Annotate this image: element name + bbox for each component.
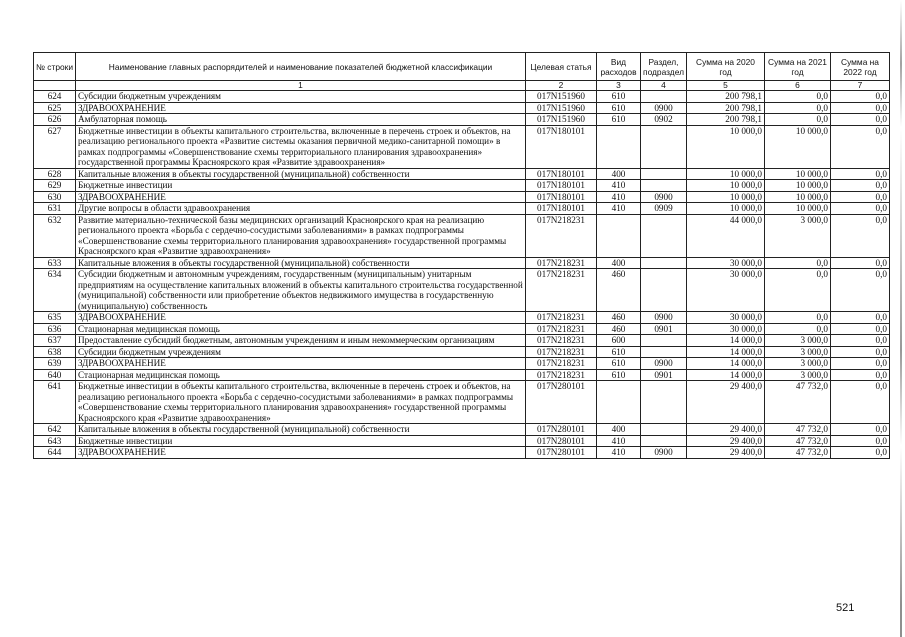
- cell-row-number: 627: [34, 125, 76, 168]
- cell-row-number: 632: [34, 214, 76, 257]
- cell-row-number: 630: [34, 191, 76, 203]
- cell-target-article: 017N180101: [526, 180, 597, 192]
- cell-name: Субсидии бюджетным учреждениям: [76, 91, 526, 103]
- cell-expense-type: 610: [597, 358, 641, 370]
- cell-sum-2021: 10 000,0: [765, 203, 831, 215]
- cell-name: ЗДРАВООХРАНЕНИЕ: [76, 358, 526, 370]
- cell-target-article: 017N218231: [526, 346, 597, 358]
- cell-sum-2020: 14 000,0: [687, 369, 765, 381]
- cell-sum-2022: 0,0: [831, 435, 890, 447]
- header-section: Раздел, подраздел: [641, 53, 687, 81]
- cell-section: [641, 424, 687, 436]
- cell-sum-2022: 0,0: [831, 323, 890, 335]
- scan-edge-mark: [900, 0, 902, 637]
- table-row: [34, 435, 890, 447]
- cell-expense-type: 610: [597, 369, 641, 381]
- cell-section: 0902: [641, 114, 687, 126]
- cell-section: [641, 435, 687, 447]
- cell-section: 0900: [641, 191, 687, 203]
- cell-target-article: 017N151960: [526, 91, 597, 103]
- cell-name: Бюджетные инвестиции: [76, 435, 526, 447]
- cell-name: Амбулаторная помощь: [76, 114, 526, 126]
- header-sum-2022: Сумма на 2022 год: [831, 53, 890, 81]
- cell-sum-2022: 0,0: [831, 91, 890, 103]
- cell-sum-2021: 47 732,0: [765, 435, 831, 447]
- cell-section: 0900: [641, 447, 687, 459]
- column-number: 2: [526, 81, 597, 91]
- cell-sum-2020: 10 000,0: [687, 180, 765, 192]
- table-row: [34, 257, 890, 269]
- cell-expense-type: 610: [597, 114, 641, 126]
- cell-sum-2021: 0,0: [765, 102, 831, 114]
- cell-sum-2022: 0,0: [831, 125, 890, 168]
- cell-expense-type: [597, 125, 641, 168]
- cell-section: 0901: [641, 369, 687, 381]
- column-number: 3: [597, 81, 641, 91]
- cell-target-article: 017N180101: [526, 203, 597, 215]
- budget-table: [33, 52, 890, 459]
- column-number: 1: [76, 81, 526, 91]
- cell-sum-2021: 3 000,0: [765, 358, 831, 370]
- cell-row-number: 641: [34, 381, 76, 424]
- cell-sum-2022: 0,0: [831, 269, 890, 312]
- cell-target-article: 017N180101: [526, 168, 597, 180]
- cell-target-article: 017N218231: [526, 312, 597, 324]
- cell-name: Бюджетные инвестиции в объекты капитального строительства, включенные в перечень строек и объектов, на реализацию регионального проекта «Борьба с сердечно-сосудистыми заболеваниями» в рамках подпрограммы «Совершенствование схемы территориального планирования здравоохранения» государственной программы Красноярского края «Развитие здравоохранения»: [76, 381, 526, 424]
- cell-sum-2021: 0,0: [765, 312, 831, 324]
- cell-name: Другие вопросы в области здравоохранения: [76, 203, 526, 215]
- cell-sum-2022: 0,0: [831, 168, 890, 180]
- cell-expense-type: 400: [597, 168, 641, 180]
- cell-expense-type: [597, 214, 641, 257]
- cell-section: [641, 168, 687, 180]
- cell-section: 0909: [641, 203, 687, 215]
- cell-name: Бюджетные инвестиции: [76, 180, 526, 192]
- cell-sum-2021: 47 732,0: [765, 424, 831, 436]
- table-row: [34, 91, 890, 103]
- cell-target-article: 017N151960: [526, 102, 597, 114]
- header-sum-2020: Сумма на 2020 год: [687, 53, 765, 81]
- cell-target-article: 017N218231: [526, 323, 597, 335]
- cell-sum-2020: 200 798,1: [687, 91, 765, 103]
- cell-section: [641, 91, 687, 103]
- cell-name: ЗДРАВООХРАНЕНИЕ: [76, 191, 526, 203]
- cell-expense-type: 460: [597, 269, 641, 312]
- cell-section: [641, 214, 687, 257]
- cell-name: Бюджетные инвестиции в объекты капитального строительства, включенные в перечень строек и объектов, на реализацию регионального проекта «Развитие системы оказания первичной медико-санитарной помощи» в рамках подпрограммы «Совершенствование схемы территориального планирования здравоохранения» государственной программы Красноярского края «Развитие здравоохранения»: [76, 125, 526, 168]
- table-row: [34, 335, 890, 347]
- cell-target-article: 017N218231: [526, 257, 597, 269]
- cell-target-article: 017N280101: [526, 424, 597, 436]
- cell-sum-2022: 0,0: [831, 424, 890, 436]
- cell-section: [641, 269, 687, 312]
- cell-expense-type: 410: [597, 191, 641, 203]
- column-number: 4: [641, 81, 687, 91]
- cell-section: [641, 381, 687, 424]
- cell-row-number: 643: [34, 435, 76, 447]
- cell-expense-type: 460: [597, 312, 641, 324]
- header-target-article: Целевая статья: [526, 53, 597, 81]
- cell-sum-2022: 0,0: [831, 312, 890, 324]
- cell-expense-type: 400: [597, 424, 641, 436]
- header-name: Наименование главных распорядителей и наименование показателей бюджетной классификации: [76, 53, 526, 81]
- cell-name: Предоставление субсидий бюджетным, автономным учреждениям и иным некоммерческим организациям: [76, 335, 526, 347]
- cell-sum-2022: 0,0: [831, 447, 890, 459]
- cell-name: Развитие материально-технической базы медицинских организаций Красноярского края на реализацию регионального проекта «Борьба с сердечно-сосудистыми заболеваниями» в рамках подпрограммы «Совершенствование схемы территориального планирования здравоохранения» государственной программы Красноярского края «Развитие здравоохранения»: [76, 214, 526, 257]
- cell-sum-2022: 0,0: [831, 335, 890, 347]
- cell-sum-2021: 0,0: [765, 323, 831, 335]
- cell-row-number: 636: [34, 323, 76, 335]
- cell-expense-type: 610: [597, 91, 641, 103]
- cell-expense-type: 400: [597, 257, 641, 269]
- cell-sum-2022: 0,0: [831, 114, 890, 126]
- header-expense-type: Вид расходов: [597, 53, 641, 81]
- cell-sum-2020: 200 798,1: [687, 114, 765, 126]
- cell-expense-type: 410: [597, 203, 641, 215]
- cell-sum-2021: 10 000,0: [765, 191, 831, 203]
- cell-section: 0900: [641, 358, 687, 370]
- cell-row-number: 637: [34, 335, 76, 347]
- cell-sum-2020: 10 000,0: [687, 191, 765, 203]
- cell-expense-type: 600: [597, 335, 641, 347]
- cell-sum-2021: 0,0: [765, 114, 831, 126]
- cell-target-article: 017N280101: [526, 381, 597, 424]
- table-header-row: [34, 53, 890, 81]
- table-row: [34, 312, 890, 324]
- cell-row-number: 624: [34, 91, 76, 103]
- column-number: 7: [831, 81, 890, 91]
- cell-row-number: 626: [34, 114, 76, 126]
- cell-name: Капитальные вложения в объекты государственной (муниципальной) собственности: [76, 168, 526, 180]
- page-number: 521: [836, 602, 855, 614]
- cell-target-article: 017N218231: [526, 269, 597, 312]
- cell-sum-2021: 3 000,0: [765, 369, 831, 381]
- cell-target-article: 017N218231: [526, 335, 597, 347]
- cell-expense-type: 410: [597, 447, 641, 459]
- cell-sum-2020: 30 000,0: [687, 312, 765, 324]
- cell-sum-2020: 29 400,0: [687, 381, 765, 424]
- cell-sum-2021: 10 000,0: [765, 125, 831, 168]
- cell-sum-2022: 0,0: [831, 214, 890, 257]
- cell-target-article: 017N218231: [526, 214, 597, 257]
- header-row-number: № строки: [34, 53, 76, 81]
- cell-row-number: 629: [34, 180, 76, 192]
- cell-target-article: 017N280101: [526, 447, 597, 459]
- table-row: [34, 102, 890, 114]
- cell-sum-2022: 0,0: [831, 203, 890, 215]
- cell-row-number: 639: [34, 358, 76, 370]
- cell-row-number: 640: [34, 369, 76, 381]
- cell-target-article: 017N280101: [526, 435, 597, 447]
- cell-section: 0901: [641, 323, 687, 335]
- table-row: [34, 447, 890, 459]
- cell-sum-2020: 14 000,0: [687, 335, 765, 347]
- cell-target-article: 017N218231: [526, 358, 597, 370]
- cell-row-number: 631: [34, 203, 76, 215]
- cell-sum-2021: 3 000,0: [765, 214, 831, 257]
- column-number-row: [34, 81, 890, 91]
- cell-sum-2022: 0,0: [831, 381, 890, 424]
- cell-name: ЗДРАВООХРАНЕНИЕ: [76, 312, 526, 324]
- cell-section: 0900: [641, 102, 687, 114]
- cell-sum-2022: 0,0: [831, 102, 890, 114]
- cell-sum-2021: 47 732,0: [765, 381, 831, 424]
- table-row: [34, 323, 890, 335]
- cell-sum-2022: 0,0: [831, 257, 890, 269]
- cell-name: Субсидии бюджетным и автономным учреждениям, государственным (муниципальным) унитарным предприятиям на осуществление капитальных вложений в объекты капитального строительства государственной (муниципальной) собственности или приобретение объектов недвижимого имущества в государственную (муниципальную) собственность: [76, 269, 526, 312]
- cell-sum-2021: 10 000,0: [765, 168, 831, 180]
- table-row: [34, 369, 890, 381]
- table-row: [34, 346, 890, 358]
- cell-row-number: 638: [34, 346, 76, 358]
- table-row: [34, 168, 890, 180]
- table-row: [34, 424, 890, 436]
- cell-section: [641, 335, 687, 347]
- cell-sum-2021: 0,0: [765, 91, 831, 103]
- cell-expense-type: 410: [597, 180, 641, 192]
- cell-row-number: 644: [34, 447, 76, 459]
- cell-sum-2022: 0,0: [831, 191, 890, 203]
- cell-name: Капитальные вложения в объекты государственной (муниципальной) собственности: [76, 257, 526, 269]
- table-row: [34, 180, 890, 192]
- cell-section: [641, 180, 687, 192]
- table-row: [34, 114, 890, 126]
- cell-sum-2022: 0,0: [831, 180, 890, 192]
- cell-name: Субсидии бюджетным учреждениям: [76, 346, 526, 358]
- cell-sum-2022: 0,0: [831, 369, 890, 381]
- cell-sum-2020: 44 000,0: [687, 214, 765, 257]
- header-sum-2021: Сумма на 2021 год: [765, 53, 831, 81]
- cell-sum-2021: 10 000,0: [765, 180, 831, 192]
- cell-sum-2020: 200 798,1: [687, 102, 765, 114]
- cell-name: Стационарная медицинская помощь: [76, 323, 526, 335]
- cell-sum-2020: 30 000,0: [687, 257, 765, 269]
- table-row: [34, 381, 890, 424]
- cell-expense-type: 610: [597, 102, 641, 114]
- cell-row-number: 642: [34, 424, 76, 436]
- table-row: [34, 125, 890, 168]
- cell-sum-2021: 3 000,0: [765, 335, 831, 347]
- cell-section: 0900: [641, 312, 687, 324]
- table-row: [34, 191, 890, 203]
- cell-expense-type: [597, 381, 641, 424]
- cell-expense-type: 610: [597, 346, 641, 358]
- cell-section: [641, 125, 687, 168]
- table-body: [34, 91, 890, 459]
- column-number: 5: [687, 81, 765, 91]
- cell-sum-2020: 29 400,0: [687, 424, 765, 436]
- cell-name: Стационарная медицинская помощь: [76, 369, 526, 381]
- cell-sum-2021: 47 732,0: [765, 447, 831, 459]
- cell-name: ЗДРАВООХРАНЕНИЕ: [76, 447, 526, 459]
- cell-name: ЗДРАВООХРАНЕНИЕ: [76, 102, 526, 114]
- cell-sum-2020: 29 400,0: [687, 447, 765, 459]
- cell-sum-2020: 10 000,0: [687, 125, 765, 168]
- cell-row-number: 625: [34, 102, 76, 114]
- column-number-blank: [34, 81, 76, 91]
- cell-sum-2022: 0,0: [831, 358, 890, 370]
- table-row: [34, 203, 890, 215]
- cell-target-article: 017N151960: [526, 114, 597, 126]
- cell-sum-2020: 14 000,0: [687, 358, 765, 370]
- cell-name: Капитальные вложения в объекты государственной (муниципальной) собственности: [76, 424, 526, 436]
- cell-sum-2020: 10 000,0: [687, 203, 765, 215]
- cell-section: [641, 346, 687, 358]
- cell-sum-2020: 14 000,0: [687, 346, 765, 358]
- cell-row-number: 628: [34, 168, 76, 180]
- cell-expense-type: 460: [597, 323, 641, 335]
- cell-row-number: 635: [34, 312, 76, 324]
- table-row: [34, 358, 890, 370]
- cell-expense-type: 410: [597, 435, 641, 447]
- table-row: [34, 269, 890, 312]
- cell-sum-2020: 30 000,0: [687, 323, 765, 335]
- cell-target-article: 017N180101: [526, 191, 597, 203]
- cell-row-number: 634: [34, 269, 76, 312]
- cell-sum-2021: 0,0: [765, 257, 831, 269]
- cell-sum-2021: 3 000,0: [765, 346, 831, 358]
- cell-row-number: 633: [34, 257, 76, 269]
- cell-sum-2020: 29 400,0: [687, 435, 765, 447]
- cell-target-article: 017N218231: [526, 369, 597, 381]
- column-number: 6: [765, 81, 831, 91]
- cell-section: [641, 257, 687, 269]
- cell-sum-2020: 10 000,0: [687, 168, 765, 180]
- cell-sum-2021: 0,0: [765, 269, 831, 312]
- cell-sum-2020: 30 000,0: [687, 269, 765, 312]
- table-row: [34, 214, 890, 257]
- cell-target-article: 017N180101: [526, 125, 597, 168]
- cell-sum-2022: 0,0: [831, 346, 890, 358]
